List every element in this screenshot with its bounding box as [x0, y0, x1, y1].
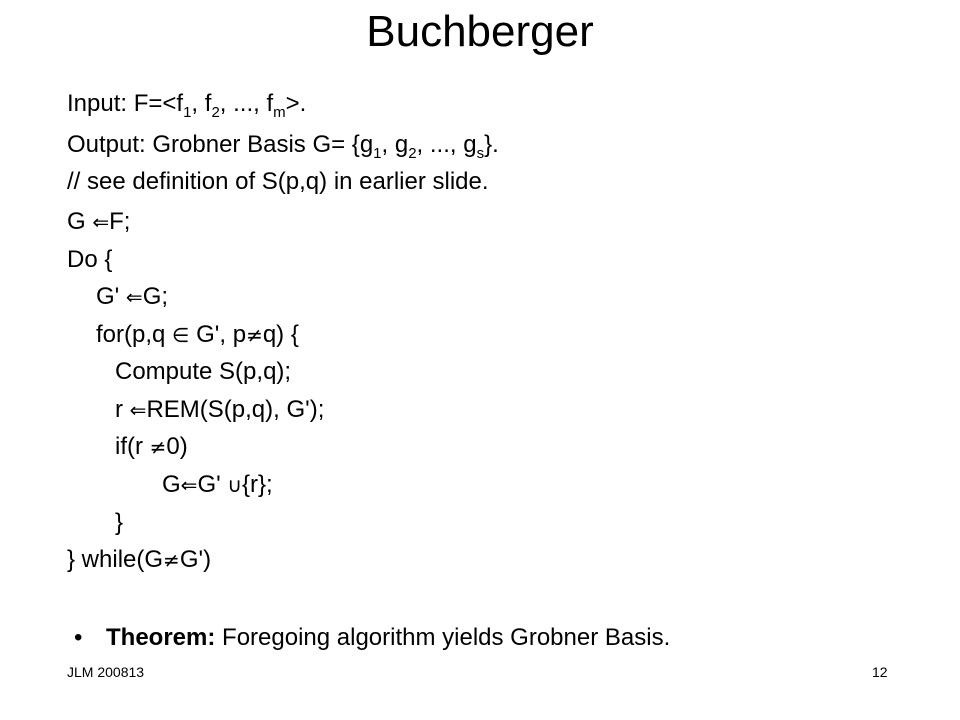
union-icon: ∪: [227, 473, 242, 497]
left-arrow-icon: ⇐: [92, 210, 110, 234]
left-arrow-icon: ⇐: [129, 398, 147, 422]
not-equal-icon: ≠: [246, 323, 263, 347]
theorem-text: Foregoing algorithm yields Grobner Basis.: [215, 624, 671, 651]
page-number: 12: [872, 664, 888, 680]
element-of-icon: ∈: [172, 323, 190, 347]
comment-line: // see definition of S(p,q) in earlier slide.: [67, 168, 489, 195]
not-equal-icon: ≠: [149, 435, 167, 459]
rem-line: r ⇐REM(S(p,q), G');: [115, 396, 325, 423]
theorem-line: [106, 624, 670, 652]
for-line: for(p,q ∈ G', p≠q) {: [96, 321, 299, 348]
close-brace-line: }: [115, 509, 124, 536]
footer-left: JLM 200813: [67, 664, 145, 680]
while-line: } while(G≠G'): [67, 546, 212, 573]
bullet-icon: •: [74, 624, 83, 651]
do-open-line: Do {: [67, 246, 113, 273]
assign-g-line: G ⇐F;: [67, 208, 131, 235]
output-line: Output: Grobner Basis $G= \{g_1$, $g_2$, ..., $g_s$}.: [67, 131, 499, 162]
union-line: G⇐G' ∪{r};: [162, 471, 273, 498]
theorem-label: Theorem:: [106, 624, 216, 651]
slide-title: Buchberger: [366, 7, 594, 56]
compute-line: Compute S(p,q);: [115, 358, 292, 385]
not-equal-icon: ≠: [163, 548, 180, 572]
left-arrow-icon: ⇐: [125, 285, 143, 309]
input-line: Input: $F=<f_1$, $f_2$, ..., $f_m>$.: [67, 90, 307, 121]
left-arrow-icon: ⇐: [180, 473, 198, 497]
assign-gprime-line: G' ⇐G;: [96, 283, 169, 310]
if-line: if(r ≠0): [115, 433, 188, 460]
